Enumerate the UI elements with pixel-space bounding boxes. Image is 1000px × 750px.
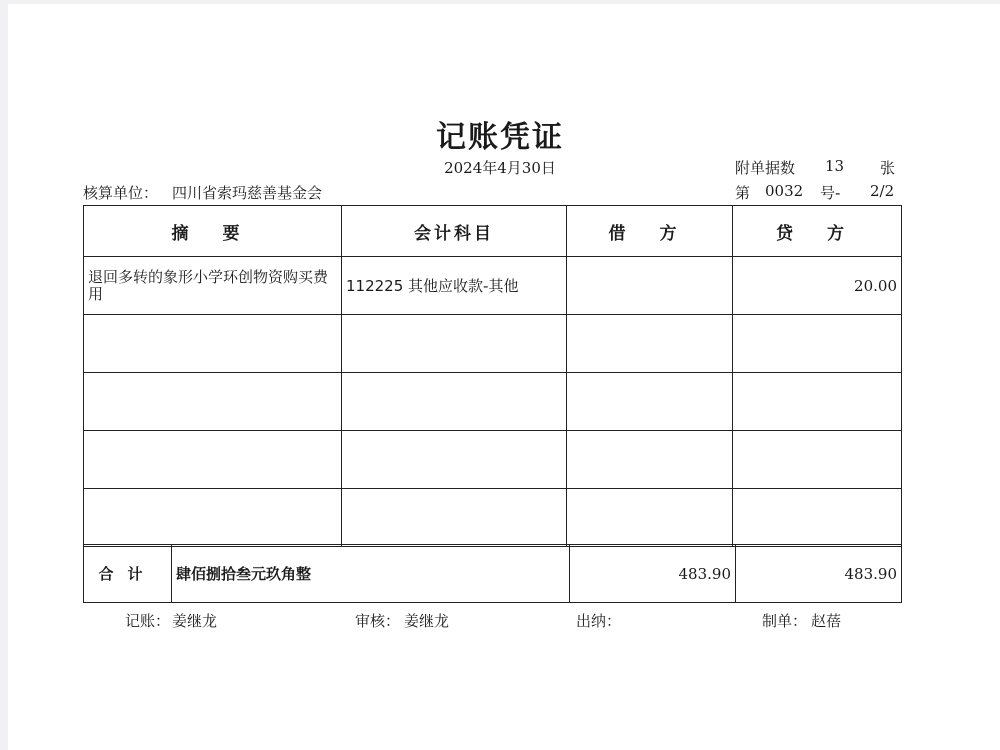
voucher-no: 0032	[765, 182, 804, 200]
auditor-label: 审核：	[355, 612, 401, 630]
row-summary	[84, 315, 342, 373]
total-label: 合计	[84, 545, 172, 603]
attach-count: 13	[825, 157, 845, 175]
table-row	[84, 489, 902, 547]
table-row	[84, 373, 902, 431]
table-header-row	[84, 206, 902, 257]
total-table	[83, 544, 902, 603]
unit-name: 四川省索玛慈善基金会	[172, 184, 323, 202]
bookkeeper-name: 姜继龙	[172, 612, 218, 630]
voucher-no-suffix: 号-	[820, 184, 841, 202]
row-summary	[84, 489, 342, 547]
total-row	[84, 545, 902, 603]
row-summary: 退回多转的象形小学环创物资购买费用	[84, 257, 342, 315]
total-debit: 483.90	[570, 545, 736, 603]
row-credit	[733, 315, 902, 373]
total-amount-words: 肆佰捌拾叁元玖角整	[172, 545, 570, 603]
header-account: 会计科目	[342, 206, 567, 257]
row-debit	[567, 257, 733, 315]
row-debit	[567, 373, 733, 431]
row-credit	[733, 373, 902, 431]
auditor-name: 姜继龙	[404, 612, 450, 630]
row-account	[342, 431, 567, 489]
unit-label: 核算单位：	[83, 184, 159, 202]
table-row	[84, 257, 902, 315]
voucher-date: 2024年4月30日	[444, 159, 556, 177]
row-debit	[567, 315, 733, 373]
preparer-label: 制单：	[762, 612, 808, 630]
bookkeeper-label: 记账：	[125, 612, 171, 630]
row-debit	[567, 431, 733, 489]
row-summary	[84, 373, 342, 431]
preparer-name: 赵蓓	[811, 612, 842, 630]
row-account	[342, 315, 567, 373]
header-debit: 借 方	[567, 206, 733, 257]
row-credit	[733, 431, 902, 489]
attach-label: 附单据数	[735, 159, 796, 177]
row-credit	[733, 489, 902, 547]
header-summary: 摘 要	[84, 206, 342, 257]
table-row	[84, 431, 902, 489]
row-account	[342, 489, 567, 547]
total-credit: 483.90	[736, 545, 902, 603]
table-row	[84, 315, 902, 373]
voucher-no-prefix: 第	[735, 184, 751, 202]
row-account	[342, 373, 567, 431]
voucher-table	[83, 205, 902, 547]
row-credit: 20.00	[733, 257, 902, 315]
row-summary	[84, 431, 342, 489]
row-debit	[567, 489, 733, 547]
header-credit: 贷 方	[733, 206, 902, 257]
cashier-label: 出纳：	[576, 612, 622, 630]
voucher-title: 记账凭证	[436, 120, 564, 155]
voucher-page: 2/2	[870, 182, 895, 200]
row-account: 112225 其他应收款-其他	[342, 257, 567, 315]
attach-unit: 张	[880, 159, 896, 177]
